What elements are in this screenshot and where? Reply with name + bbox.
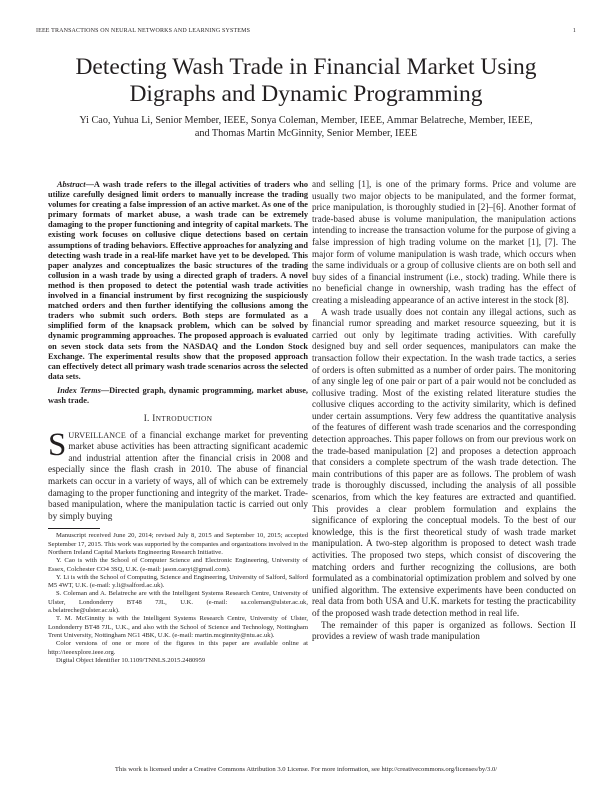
footnote: Manuscript received June 20, 2014; revised July 8, 2015 and September 10, 2015; accepted September 17, 2015. This work was supported by the companies and organizations involved in the Northern Ireland Capital Markets Engineering Research Initiative.	[48, 532, 308, 556]
license-notice: This work is licensed under a Creative Commons Attribution 3.0 License. For more information, see http://creativecommons.org/licenses/by/3.0/	[114, 766, 498, 773]
footnote: Y. Li is with the School of Computing, Science and Engineering, University of Salford, Salford M5 4WT, U.K. (e-mail: y.li@salford.ac.uk).	[48, 573, 308, 590]
intro-text: of a financial exchange market for preventing market abuse activities has been attracting significant academic and industrial attention after the financial crisis in 2008 and especially since the flash crash in 2010. The abuse of financial markets can occur in a variety of ways, all of which can be extremely damaging to the proper functioning and integrity of the market. Trade-based manipulation, where the manipulation tactic is carried out only by simply buying	[48, 429, 308, 521]
index-terms	[48, 386, 308, 406]
right-column	[312, 179, 576, 643]
footnote: Y. Cao is with the School of Computer Science and Electronic Engineering, University of Essex, Colchester CO4 3SQ, U.K. (e-mail: jason.caoyi@gmail.com).	[48, 557, 308, 573]
drop-cap: S	[48, 426, 67, 463]
body-paragraph: The remainder of this paper is organized as follows. Section II provides a review of wash trade manipulation	[312, 619, 576, 642]
footnote: Color versions of one or more of the figures in this paper are available online at http://ieeexplore.ieee.org.	[48, 640, 308, 656]
footnote: S. Coleman and A. Belatreche are with the Intelligent Systems Research Centre, University of Ulster, Londonderry BT48 7JL, U.K. (e-mail: sa.coleman@ulster.ac.uk, a.belatreche@ulster.ac.uk).	[48, 590, 308, 615]
footnote-divider	[48, 528, 100, 529]
index-terms-label: Index Terms	[57, 385, 101, 395]
abstract-text: —A wash trade refers to the illegal activities of traders who utilize carefully designed limit orders to manually increase the trading volumes for creating a false impression of an active market. As one of the primary formats of market abuse, a wash trade can be extremely damaging to the proper functioning and integrity of capital markets. The existing work focuses on collusive clique detections based on certain assumptions of trading behaviors. Effective approaches for analyzing and detecting wash trade in a real-life market have yet to be developed. This paper analyzes and conceptualizes the basic structures of the trading collusion in a wash trade by using a directed graph of traders. A novel method is then proposed to detect the potential wash trade activities involved in a financial instrument by first recognizing the suspiciously matched orders and then further identifying the collusions among the traders who submit such orders. Both steps are formulated as a simplified form of the knapsack problem, which can be solved by dynamic programming approaches. The proposed approach is evaluated on seven stock data sets from the NASDAQ and the London Stock Exchange. The experimental results show that the proposed approach can effectively detect all primary wash trade scenarios across the selected data sets.	[48, 180, 308, 381]
authors-line-2: and Thomas Martin McGinnity, Senior Member, IEEE	[194, 128, 418, 139]
paper-title: Detecting Wash Trade in Financial Market Using Digraphs and Dynamic Programming	[75, 54, 537, 107]
journal-name: IEEE TRANSACTIONS ON NEURAL NETWORKS AND LEARNING SYSTEMS	[36, 28, 251, 34]
abstract-label: Abstract	[57, 180, 86, 189]
running-head	[36, 28, 576, 38]
abstract	[48, 180, 308, 382]
intro-small-caps: URVEILLANCE	[68, 430, 126, 440]
footnote: T. M. McGinnity is with the Intelligent Systems Research Centre, University of Ulster, Londonderry BT48 7JL, U.K., and also with the School of Science and Technology, Nottingham Trent University, Nottingham NG1 4BK, U.K. (e-mail: martin.mcginnity@ntu.ac.uk).	[48, 615, 308, 639]
authors-line-1: Yi Cao, Yuhua Li, Senior Member, IEEE, Sonya Coleman, Member, IEEE, Ammar Belatreche, Member, IEEE,	[79, 115, 533, 126]
footnote-doi: Digital Object Identifier 10.1109/TNNLS.2015.2480959	[56, 656, 206, 664]
author-list	[36, 114, 576, 140]
section-heading-introduction: I. INTRODUCTION	[143, 413, 213, 424]
left-column	[48, 180, 308, 665]
footnotes	[48, 532, 308, 665]
body-paragraph: and selling [1], is one of the primary forms. Price and volume are usually two major objects to be manipulated, and the former format, price manipulation, is thoroughly studied in [2]–[6]. Another format of trade-based abuse is volume manipulation, the manipulation actions intending to increase the transaction volume for the purpose of giving a false impression of high trading volume on the market [1], [7]. The major form of volume manipulation is wash trade, which occurs when the same individuals or a group of collusive clients are on both sell and buy sides of a financial instrument (i.e., stock) trading. While there is no beneficial change in ownership, wash trading has the effect of creating a misleading appearance of an active interest in the stock [8].	[312, 179, 576, 305]
index-terms-text: —Directed graph, dynamic programming, market abuse, wash trade.	[48, 385, 308, 405]
intro-paragraph	[48, 426, 308, 523]
body-paragraph: A wash trade usually does not contain any illegal actions, such as financial rumor spreading and market resource squeezing, but it is carried out only by legitimate trading activities. With carefully designed buy and sell order sequences, manipulators can make the transaction follow their expectation. In the wash trade tactics, a series of orders is often submitted as a number of order pairs. The monitoring of any single leg of one pair or part of a pair would not be concluded as collusive trading. Most of the existing related literature studies the collusive cliques according to the activity similarity, which is defined under certain assumptions. Very few address the quantitative analysis of the features of different wash trade scenarios and the corresponding detection approaches. This paper follows on from our previous work on the trade-based manipulation [2] and proposes a detection approach that considers a complete spectrum of the wash trade detection. The main contributions of this paper are as follows. The problem of wash trade is thoroughly discussed, including the analysis of all possible scenarios, from which the key features are extracted and quantified. This provides a clear problem formulation and explains the significance of exploring the conceptual models. To the best of our knowledge, this is the first theoretical study of wash trade market manipulation. A two-step algorithm is proposed to detect wash trade activities. The proposed two steps, which consist of discovering the matching orders and further recognizing the collusions, are both formulated as a combinatorial optimization problem and solved by one unified algorithm. The extensive experiments have been conducted on real data from both USA and U.K. markets for testing the practicability of the proposed wash trade detection method in real life.	[312, 306, 576, 618]
page-number: 1	[572, 28, 576, 34]
